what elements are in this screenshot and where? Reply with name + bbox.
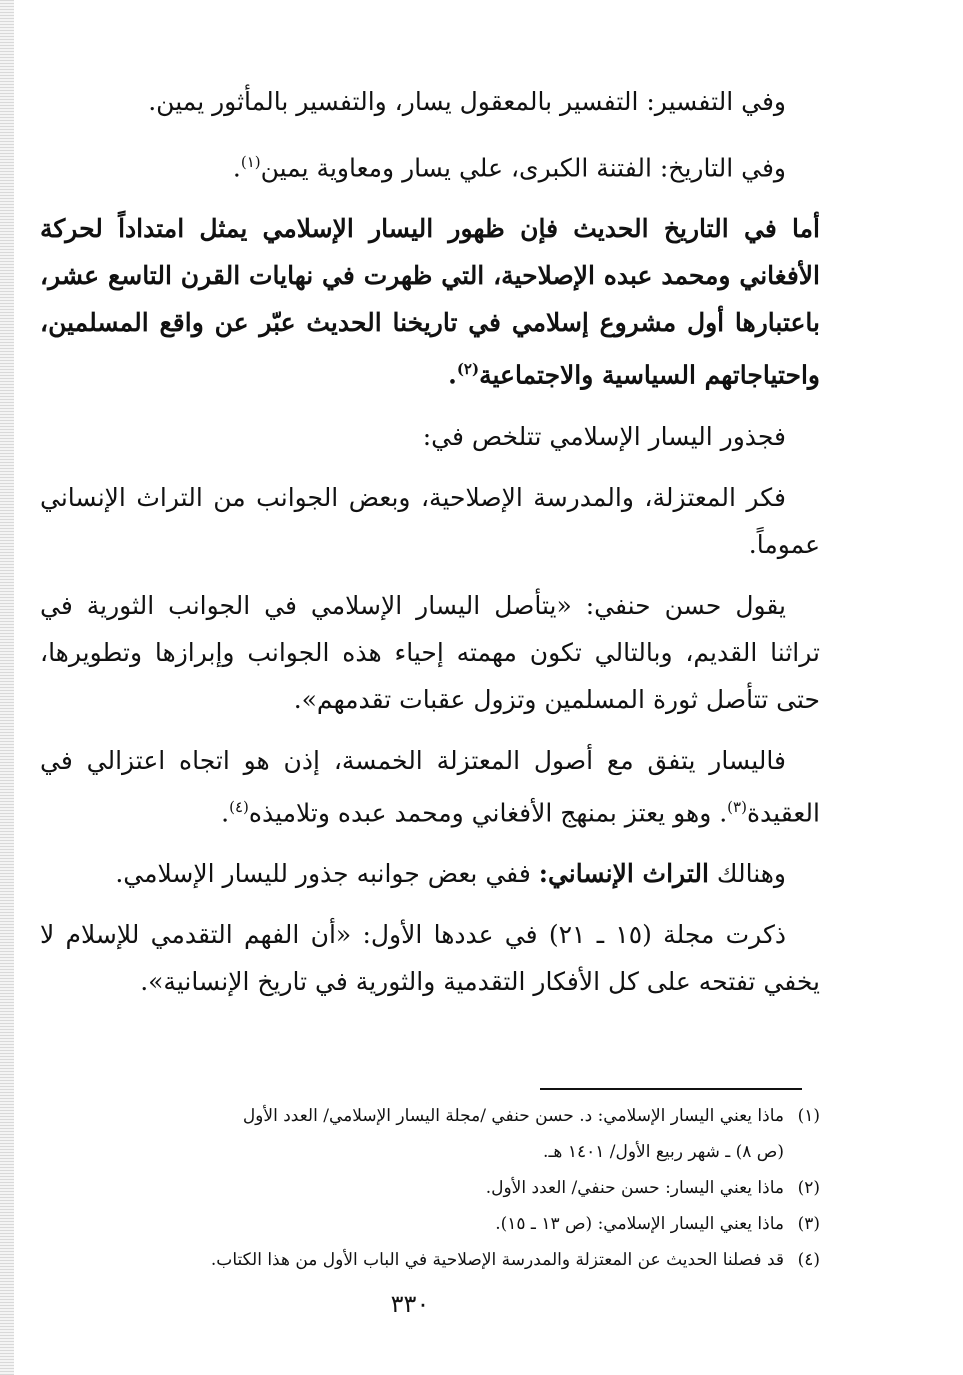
footnote-number: (٢)	[797, 1178, 820, 1198]
footnotes	[30, 1098, 820, 1278]
paragraph-text: ذكرت مجلة (١٥ ـ ٢١) في عددها الأول: «أن الفهم التقدمي للإسلام لا يخفي تفتحه على كل الأفكار التقدمية والثورية في تاريخ الإنسانية».	[40, 919, 820, 996]
scan-edge	[0, 0, 14, 1375]
paragraph-magazine	[40, 911, 820, 1005]
paragraph-mutazila	[40, 737, 820, 836]
paragraph-text: ففي بعض جوانبه جذور لليسار الإسلامي.	[115, 858, 539, 888]
footnote-ref-2: (٢)	[456, 360, 480, 379]
paragraph-modern-history	[40, 205, 820, 398]
paragraph-text: فكر المعتزلة، والمدرسة الإصلاحية، وبعض الجوانب من التراث الإنساني عموماً.	[40, 482, 820, 559]
footnote-3	[30, 1206, 820, 1242]
paragraph-text: فجذور اليسار الإسلامي تتلخص في:	[422, 421, 786, 451]
paragraph-human-heritage	[40, 850, 820, 897]
paragraph-roots	[40, 413, 820, 460]
footnote-number: (١)	[797, 1106, 820, 1126]
footnote-ref-3: (٣)	[727, 797, 747, 816]
period: .	[448, 360, 457, 390]
paragraph-text: أما في التاريخ الحديث فإن ظهور اليسار الإسلامي يمثل امتداداً لحركة الأفغاني ومحمد عبده الإصلاحية، التي ظهرت في نهايات القرن التاسع عشر، باعتبارها أول مشروع إسلامي في تاريخنا الحديث عبّر عن واقع المسلمين، واحتياجاتهم السياسية والاجتماعية	[40, 214, 820, 390]
page-body	[40, 78, 820, 1019]
paragraph-text: يقول حسن حنفي: «يتأصل اليسار الإسلامي في الجوانب الثورية في تراثنا القديم، وبالتالي تكون مهمته إحياء هذه الجوانب وإبرازها وتطويرها، حتى تتأصل ثورة المسلمين وتزول عقبات تقدمهم».	[40, 590, 820, 714]
paragraph-text: فاليسار يتفق مع أصول المعتزلة الخمسة، إذن هو اتجاه اعتزالي في العقيدة	[40, 745, 820, 827]
paragraph-tafsir	[40, 78, 820, 125]
footnote-text: ماذا يعني اليسار: حسن حنفي/ العدد الأول.	[485, 1178, 784, 1198]
footnote-ref-1: (١)	[240, 153, 261, 171]
paragraph-text: . وهو يعتز بمنهج الأفغاني ومحمد عبده وتلاميذه	[248, 797, 728, 827]
period: .	[221, 797, 230, 827]
paragraph-text: وهنالك	[708, 858, 786, 888]
footnote-number: (٣)	[797, 1214, 820, 1234]
footnote-ref-4: (٤)	[229, 797, 249, 816]
paragraph-text: وفي التفسير: التفسير بالمعقول يسار، والتفسير بالمأثور يمين.	[148, 87, 786, 116]
footnote-text: ماذا يعني اليسار الإسلامي: د. حسن حنفي /مجلة اليسار الإسلامي/ العدد الأول	[242, 1106, 784, 1126]
footnote-number: (٤)	[797, 1250, 820, 1270]
bold-term: التراث الإنساني:	[538, 858, 709, 888]
footnote-1	[30, 1098, 820, 1134]
paragraph-hanafi-quote	[40, 582, 820, 723]
paragraph-roots-list	[40, 474, 820, 568]
footnote-1-continued	[30, 1134, 820, 1170]
paragraph-text: وفي التاريخ: الفتنة الكبرى، علي يسار ومعاوية يمين	[260, 153, 786, 183]
footnote-2	[30, 1170, 820, 1206]
period: .	[232, 153, 241, 183]
footnote-separator	[540, 1088, 802, 1090]
footnote-text: ماذا يعني اليسار الإسلامي: (ص ١٣ ـ ١٥).	[495, 1214, 784, 1234]
paragraph-history	[40, 139, 820, 191]
footnote-text: (ص ٨) ـ شهر ربيع الأول/ ١٤٠١ هـ.	[543, 1142, 784, 1162]
page-number: ٣٣٠	[390, 1290, 430, 1318]
footnote-4	[30, 1242, 820, 1278]
footnote-text: قد فصلنا الحديث عن المعتزلة والمدرسة الإصلاحية في الباب الأول من هذا الكتاب.	[210, 1250, 784, 1270]
